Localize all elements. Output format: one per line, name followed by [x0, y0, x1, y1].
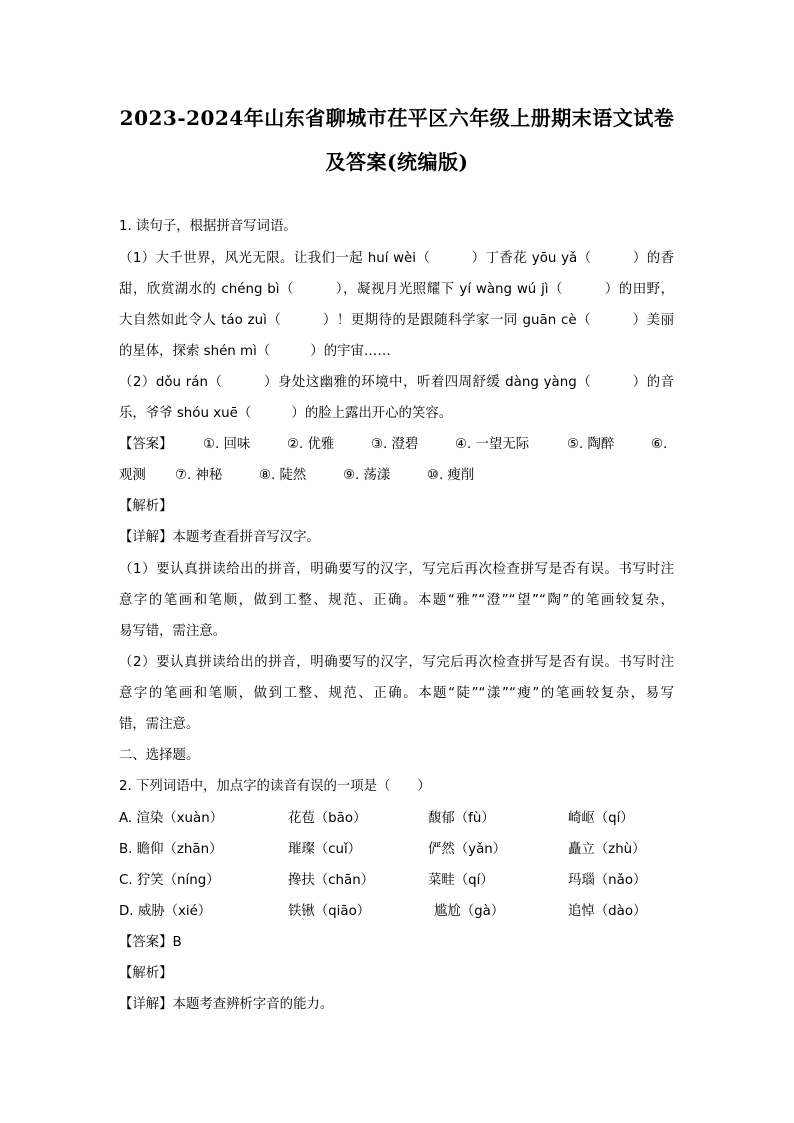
answer-item: ③. 澄碧	[371, 437, 419, 452]
option-c-col4: 玛瑙（nǎo）	[568, 873, 647, 888]
option-d-col1: D. 威胁（xié）	[119, 904, 212, 919]
q2-answer: 【答案】B	[119, 935, 182, 950]
q1-expl1-line2: 意字的笔画和笔顺，做到工整、规范、正确。本题“雅”“澄”“望”“陶”的笔画较复杂，	[119, 593, 674, 608]
q1-p2-line1: （2）dǒu rán（ ）身处这幽雅的环境中，听着四周舒缓 dàng yàng（ ）的音	[119, 375, 674, 390]
answer-item: ⑦. 神秘	[175, 468, 223, 483]
q1-expl2-line3: 错，需注意。	[119, 717, 200, 732]
answer-item: ②. 优雅	[287, 437, 335, 452]
q1-detail: 【详解】本题考查看拼音写汉字。	[119, 530, 320, 545]
answer-item: ①. 回味	[203, 437, 251, 452]
option-d-col2: 铁锹（qiāo）	[288, 904, 371, 919]
answer-item: ⑥.	[651, 437, 668, 452]
q2-heading: 2. 下列词语中，加点字的读音有误的一项是（ ）	[119, 779, 431, 794]
doc-title-line2: 及答案(统编版)	[325, 150, 469, 174]
q1-p1-line4: 的星体，探索 shén mì（ ）的宇宙……	[119, 344, 391, 359]
option-b-col2: 璀璨（cuǐ）	[288, 842, 362, 857]
q1-p2-line2: 乐，爷爷 shóu xuē（ ）的脸上露出开心的笑容。	[119, 406, 453, 421]
answer-item: ⑤. 陶醉	[567, 437, 615, 452]
option-d-col3: 尴尬（gà）	[434, 904, 505, 919]
answer-item: ⑧. 陡然	[259, 468, 307, 483]
q2-detail: 【详解】本题考查辨析字音的能力。	[119, 997, 334, 1012]
answer-item: ④. 一望无际	[455, 437, 530, 452]
q1-analysis-label: 【解析】	[119, 499, 173, 514]
option-a-col1: A. 渲染（xuàn）	[119, 811, 224, 826]
q1-expl1-line3: 易写错，需注意。	[119, 624, 227, 639]
q1-p1-line2: 甜，欣赏湖水的 chéng bì（ ），凝视月光照耀下 yí wàng wú jì（ ）的田野，	[119, 282, 674, 297]
q1-expl2-line1: （2）要认真拼读给出的拼音，明确要写的汉字，写完后再次检查拼写是否有误。书写时注	[119, 655, 674, 670]
section2-heading: 二、选择题。	[119, 748, 200, 763]
q1-p1-line3: 大自然如此令人 táo zuì（ ）！更期待的是跟随科学家一同 guān cè（ ）美丽	[119, 313, 674, 328]
q2-analysis-label: 【解析】	[119, 966, 173, 981]
q1-heading: 1. 读句子，根据拼音写词语。	[119, 219, 297, 234]
option-b-col4: 矗立（zhù）	[568, 842, 646, 857]
option-a-col3: 馥郁（fù）	[428, 811, 495, 826]
q1-expl1-line1: （1）要认真拼读给出的拼音，明确要写的汉字，写完后再次检查拼写是否有误。书写时注	[119, 562, 674, 577]
option-c-col3: 菜畦（qí）	[428, 873, 494, 888]
answer-item: ⑩. 瘦削	[427, 468, 475, 483]
q1-p1-line1: （1）大千世界，风光无限。让我们一起 huí wèi（ ）丁香花 yōu yǎ（ ）的香	[119, 251, 674, 266]
option-b-col3: 俨然（yǎn）	[428, 842, 507, 857]
option-c-col1: C. 狞笑（níng）	[119, 873, 220, 888]
option-d-col4: 追悼（dào）	[568, 904, 647, 919]
doc-title-line1: 2023-2024年山东省聊城市茌平区六年级上册期末语文试卷	[119, 106, 675, 130]
answer-label: 【答案】	[119, 437, 173, 452]
option-b-col1: B. 瞻仰（zhān）	[119, 842, 223, 857]
answer-item: ⑨. 荡漾	[343, 468, 391, 483]
option-a-col4: 崎岖（qí）	[568, 811, 634, 826]
q1-expl2-line2: 意字的笔画和笔顺，做到工整、规范、正确。本题“陡”“漾”“瘦”的笔画较复杂，易写	[119, 686, 674, 701]
option-a-col2: 花苞（bāo）	[288, 811, 367, 826]
option-c-col2: 搀扶（chān）	[288, 873, 375, 888]
answer-item: 观测	[119, 468, 146, 483]
